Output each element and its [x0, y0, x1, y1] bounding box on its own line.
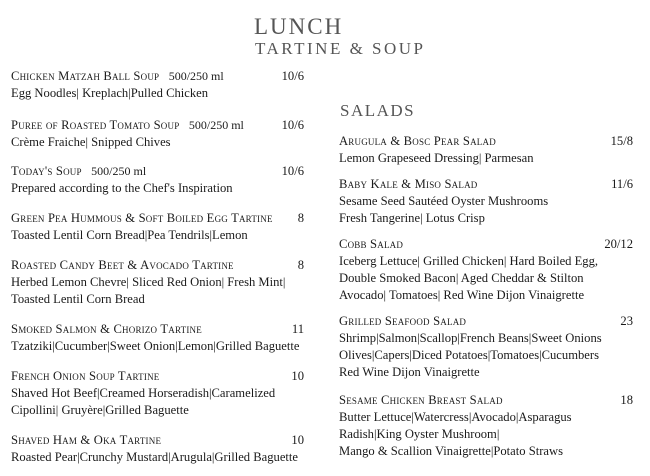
item-size: 500/250 ml	[168, 69, 224, 83]
item-name: Sesame Chicken Breast Salad	[339, 393, 503, 407]
item-description: Cipollini| Gruyère|Grilled Baguette	[11, 403, 189, 417]
item-description: Avocado| Tomatoes| Red Wine Dijon Vinaigrette	[339, 288, 585, 302]
menu-item	[11, 163, 304, 197]
item-name: Roasted Candy Beet & Avocado Tartine	[11, 258, 234, 272]
item-name: Chicken Matzah Ball Soup	[11, 69, 160, 83]
item-description: Roasted Pear|Crunchy Mustard|Arugula|Grilled Baguette	[11, 450, 299, 464]
menu-item	[11, 117, 304, 151]
item-description: Red Wine Dijon Vinaigrette	[339, 365, 480, 379]
item-size: 500/250 ml	[188, 118, 244, 132]
item-description: Mango & Scallion Vinaigrette|Potato Straws	[339, 444, 563, 458]
menu-title-text: LUNCH	[254, 14, 344, 39]
item-description: Herbed Lemon Chevre| Sliced Red Onion| Fresh Mint|	[11, 275, 286, 289]
salad-item	[339, 392, 633, 460]
item-description: Crème Fraiche| Snipped Chives	[11, 135, 171, 149]
item-price: 15/8	[610, 134, 633, 148]
menu-item	[11, 210, 304, 244]
item-name: Baby Kale & Miso Salad	[339, 177, 478, 191]
item-description: Egg Noodles| Kreplach|Pulled Chicken	[11, 86, 209, 100]
salad-item	[339, 176, 633, 227]
salad-item	[339, 133, 633, 167]
item-name: Cobb Salad	[339, 237, 404, 251]
item-name: French Onion Soup Tartine	[11, 369, 160, 383]
item-description: Butter Lettuce|Watercress|Avocado|Asparagus	[339, 410, 572, 424]
menu-item	[11, 368, 304, 419]
item-price: 18	[620, 393, 633, 407]
item-name: Puree of Roasted Tomato Soup	[11, 118, 180, 132]
item-name: Today's Soup	[11, 164, 82, 178]
item-description: Toasted Lentil Corn Bread	[11, 292, 145, 306]
item-description: Olives|Capers|Diced Potatoes|Tomatoes|Cucumbers	[339, 348, 599, 362]
item-price: 8	[297, 211, 304, 225]
item-name: Arugula & Bosc Pear Salad	[339, 134, 496, 148]
menu-subtitle-text: TARTINE & SOUP	[255, 39, 426, 58]
item-price: 10/6	[281, 118, 304, 132]
item-price: 11/6	[611, 177, 633, 191]
item-price: 10	[291, 369, 304, 383]
item-price: 8	[297, 258, 304, 272]
item-description: Radish|King Oyster Mushroom|	[339, 427, 500, 441]
item-description: Iceberg Lettuce| Grilled Chicken| Hard Boiled Egg,	[339, 254, 599, 268]
menu-item	[11, 68, 304, 102]
item-price: 10	[291, 433, 304, 447]
item-price: 20/12	[604, 237, 633, 251]
item-description: Sesame Seed Sautéed Oyster Mushrooms	[339, 194, 549, 208]
item-price: 11	[291, 322, 304, 336]
item-name: Smoked Salmon & Chorizo Tartine	[11, 322, 202, 336]
salads-heading: SALADS	[340, 101, 416, 120]
item-description: Toasted Lentil Corn Bread|Pea Tendrils|Lemon	[11, 228, 248, 242]
item-name: Grilled Seafood Salad	[339, 314, 467, 328]
menu-item	[11, 257, 304, 308]
item-name: Shaved Ham & Oka Tartine	[11, 433, 162, 447]
item-size: 500/250 ml	[91, 164, 147, 178]
salad-item	[339, 313, 633, 381]
item-description: Shaved Hot Beef|Creamed Horseradish|Caramelized	[11, 386, 276, 400]
item-name: Green Pea Hummous & Soft Boiled Egg Tartine	[11, 211, 273, 225]
item-description: Shrimp|Salmon|Scallop|French Beans|Sweet Onions	[339, 331, 602, 345]
item-description: Fresh Tangerine| Lotus Crisp	[339, 211, 485, 225]
item-description: Double Smoked Bacon| Aged Cheddar & Stilton	[339, 271, 584, 285]
salad-item	[339, 236, 633, 304]
menu-item	[11, 321, 304, 355]
menu-item	[11, 432, 304, 466]
item-description: Tzatziki|Cucumber|Sweet Onion|Lemon|Grilled Baguette	[11, 339, 300, 353]
item-price: 10/6	[281, 69, 304, 83]
item-price: 23	[620, 314, 633, 328]
item-price: 10/6	[281, 164, 304, 178]
item-description: Prepared according to the Chef's Inspiration	[11, 181, 233, 195]
item-description: Lemon Grapeseed Dressing| Parmesan	[339, 151, 534, 165]
